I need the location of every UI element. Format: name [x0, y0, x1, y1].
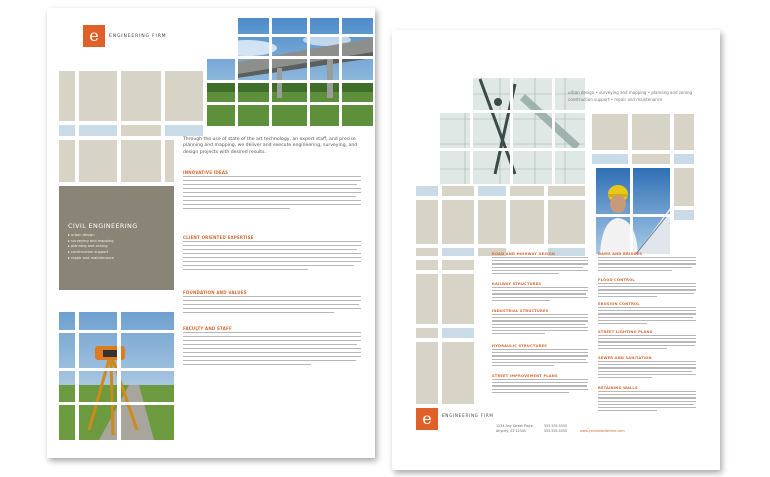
service-item: ▸ surveying and mapping [68, 238, 114, 243]
surveyor-photo [59, 290, 174, 440]
services-tagline: construction support • repair and maintenance [568, 97, 663, 102]
grid-block [59, 125, 75, 136]
body-text [183, 176, 361, 212]
body-text [492, 257, 588, 276]
panel-title: CIVIL ENGINEERING [68, 222, 138, 230]
civil-engineering-panel [59, 186, 174, 292]
body-text [598, 283, 696, 299]
body-text [598, 307, 696, 326]
body-text [492, 314, 588, 336]
section-heading: RAILWAY STRUCTURES [492, 282, 542, 286]
body-text [598, 335, 696, 351]
grid-block [416, 274, 438, 324]
grid-block [510, 186, 544, 196]
section-heading: HYDRAULIC STRUCTURES [492, 344, 548, 348]
service-item: ▸ construction support [68, 250, 109, 255]
back-page [392, 30, 720, 470]
grid-block [478, 200, 506, 244]
grid-block [59, 140, 75, 182]
body-text [598, 391, 696, 413]
grid-block [79, 140, 117, 182]
body-text [598, 257, 696, 273]
grid-block [416, 200, 438, 244]
grid-block [674, 168, 694, 206]
front-page [47, 8, 375, 458]
phone-fax: 555.555.5555 555.555.5555 [544, 424, 568, 433]
grid-block [442, 248, 474, 256]
body-text [492, 349, 588, 368]
services-list [68, 233, 114, 262]
body-text [598, 361, 696, 380]
grid-block [548, 186, 585, 196]
body-text [183, 296, 361, 316]
grid-block [632, 114, 670, 150]
grid-block [442, 260, 474, 270]
grid-block [442, 200, 474, 244]
grid-block [165, 140, 174, 182]
address: 1234 Any Street Place Anycity, ST 12345 [496, 424, 533, 433]
grid-block [59, 71, 75, 121]
section-heading: STREET IMPROVEMENT PLANS [492, 374, 558, 378]
bridge-photo [207, 18, 373, 126]
grid-block [416, 248, 438, 256]
service-item: ▸ planning and zoning [68, 244, 108, 249]
grid-block [121, 140, 161, 182]
section-heading: SEWER AND SANITATION [598, 356, 652, 360]
section-heading: ROAD AND HIGHWAY DESIGN [492, 252, 556, 256]
section-heading: RETAINING WALLS [598, 386, 638, 390]
grid-block [121, 125, 161, 136]
firm-name: ENGINEERING FIRM [109, 34, 167, 39]
grid-block [442, 342, 474, 404]
grid-block [416, 260, 438, 270]
engineer-photo [596, 168, 670, 254]
grid-block [121, 71, 161, 121]
section-heading: INNOVATIVE IDEAS [183, 170, 229, 175]
section-heading: FLOOD CONTROL [598, 278, 635, 282]
body-text [183, 332, 361, 368]
blueprint-photo [440, 74, 585, 184]
grid-block [442, 186, 474, 196]
grid-block [416, 342, 438, 404]
grid-block [165, 125, 203, 136]
grid-block [79, 71, 117, 121]
section-heading: FACULTY AND STAFF [183, 326, 232, 331]
grid-block [416, 328, 438, 338]
grid-block [592, 154, 628, 164]
grid-block [416, 186, 438, 196]
section-heading: FOUNDATION AND VALUES [183, 290, 247, 295]
body-text [183, 241, 361, 273]
intro-paragraph: Through the use of state of the art technology, an expert staff, and precise planning and mapping, we deliver and execute engineering, surveying, and design projects with desired results. [183, 137, 358, 155]
grid-block [548, 200, 585, 244]
services-tagline: urban design • surveying and mapping • planning and zoning [568, 90, 693, 95]
grid-block [592, 114, 628, 150]
grid-block [478, 186, 506, 196]
section-heading: DAMS AND BRIDGES [598, 252, 643, 256]
grid-block [632, 154, 670, 164]
logo-mark: e [416, 408, 438, 430]
grid-block [674, 154, 694, 164]
section-heading: STREET LIGHTING PLANS [598, 330, 653, 334]
service-item: ▸ repair and maintenance [68, 255, 115, 260]
grid-block [79, 125, 117, 136]
body-text [492, 287, 588, 303]
grid-block [510, 200, 544, 244]
body-text [492, 379, 588, 395]
grid-block [674, 210, 694, 220]
grid-block [442, 274, 474, 324]
grid-block [674, 114, 694, 150]
logo-mark: e [83, 25, 105, 47]
section-heading: INDUSTRIAL STRUCTURES [492, 309, 549, 313]
service-item: ▸ urban design [68, 233, 95, 237]
section-heading: CLIENT ORIENTED EXPERTISE [183, 235, 254, 240]
grid-block [165, 71, 203, 121]
section-heading: EROSION CONTROL [598, 302, 640, 306]
website-link[interactable]: www.yourwebsitehere.com [580, 429, 625, 433]
grid-block [442, 328, 474, 338]
firm-name: ENGINEERING FIRM [442, 413, 494, 418]
